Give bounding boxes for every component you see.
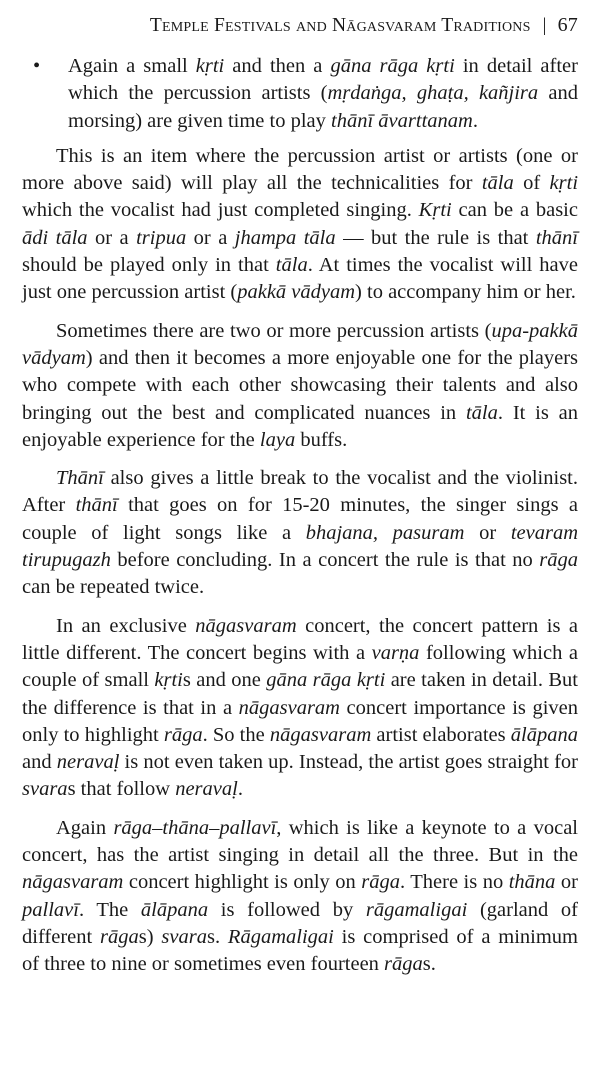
text-run: or a bbox=[87, 226, 137, 249]
text-run: or bbox=[464, 521, 511, 544]
text-run: . The bbox=[78, 898, 141, 921]
text-run: concert importance is given only to highlight bbox=[22, 696, 579, 746]
text-run: s and one bbox=[182, 669, 267, 692]
text-run: and bbox=[22, 751, 57, 774]
italic-term: ālāpana bbox=[510, 723, 578, 746]
text-run: s. bbox=[422, 953, 436, 976]
text-run: . It is an enjoyable experience for the bbox=[22, 401, 578, 451]
italic-term: nāgasvaram bbox=[22, 871, 124, 894]
text-run: . bbox=[237, 778, 243, 801]
paragraph-5 bbox=[22, 815, 578, 979]
text-run: and then a bbox=[224, 55, 331, 77]
text-run: , which is like a keynote to a vocal concert, has the artist singing in detail all the three. But in the bbox=[22, 816, 578, 867]
paragraph-2 bbox=[22, 318, 578, 454]
text-run: Again a small bbox=[68, 55, 196, 77]
text-run: . bbox=[472, 109, 478, 132]
text-run: that goes on for 15-20 minutes, the singer sings a couple of light songs like a bbox=[22, 494, 578, 544]
text-run: Sometimes there are two or more percussion artists ( bbox=[56, 319, 492, 342]
text-run: In an exclusive bbox=[56, 614, 196, 637]
text-run: concert, the concert pattern is a little different. The concert begins with a bbox=[22, 614, 579, 664]
running-header bbox=[22, 14, 578, 37]
text-run: should be played only in that bbox=[22, 254, 276, 277]
italic-term: upa-pakkā vādyam bbox=[22, 319, 578, 369]
text-run: . So the bbox=[202, 723, 270, 746]
italic-term: nāgasvaram bbox=[238, 696, 340, 719]
text-run: concert highlight is only on bbox=[123, 871, 362, 894]
italic-term: rāga bbox=[384, 953, 423, 976]
italic-term: Rāgamaligai bbox=[227, 925, 334, 948]
body-text bbox=[22, 53, 578, 979]
text-run: can be a basic bbox=[451, 199, 578, 222]
bullet-item bbox=[22, 53, 578, 135]
paragraph-3 bbox=[22, 465, 578, 601]
page-number: 67 bbox=[557, 14, 578, 36]
italic-term: Thānī bbox=[56, 467, 104, 490]
text-run: and morsing) are given time to play bbox=[68, 82, 578, 132]
text-run: s. bbox=[206, 925, 228, 948]
text-run: or a bbox=[186, 226, 235, 249]
italic-term: ālāpana bbox=[140, 898, 209, 921]
italic-term: kṛti bbox=[154, 669, 183, 692]
text-run: can be repeated twice. bbox=[22, 576, 205, 599]
text-run: before concluding. In a concert the rule is that no bbox=[110, 549, 540, 572]
running-title: Temple Festivals and Nāgasvaram Traditions bbox=[149, 15, 531, 36]
italic-term: rāga–thāna–pallavī bbox=[113, 816, 277, 839]
italic-term: rāga bbox=[163, 723, 203, 746]
italic-term: varṇa bbox=[371, 641, 420, 664]
bullet-text bbox=[68, 55, 578, 132]
italic-term: rāga bbox=[539, 549, 578, 572]
italic-term: thānī bbox=[75, 494, 118, 517]
italic-term: rāgamaligai bbox=[365, 898, 468, 921]
italic-term: bhajana, pasuram bbox=[305, 521, 465, 544]
italic-term: ādi tāla bbox=[22, 226, 88, 249]
italic-term: tāla bbox=[481, 172, 514, 195]
italic-term: neravaḷ bbox=[175, 778, 238, 801]
italic-term: nāgasvaram bbox=[195, 614, 297, 637]
italic-term: tripua bbox=[136, 226, 187, 249]
text-run: also gives a little break to the vocalist and the violinist. After bbox=[22, 467, 578, 517]
italic-term: rāga bbox=[100, 925, 139, 948]
text-run: Again bbox=[56, 816, 114, 839]
italic-term: thāna bbox=[508, 871, 556, 894]
header-separator: | bbox=[542, 15, 547, 36]
text-run: (garland of different bbox=[22, 898, 578, 948]
italic-term: kṛti bbox=[195, 55, 225, 77]
text-run: which the vocalist had just completed singing. bbox=[22, 199, 419, 222]
paragraph-1 bbox=[22, 143, 578, 307]
text-run: . There is no bbox=[400, 871, 509, 894]
italic-term: svara bbox=[22, 778, 68, 801]
text-run: following which a couple of small bbox=[22, 641, 578, 692]
italic-term: gāna rāga kṛti bbox=[266, 669, 386, 692]
text-run: are taken in detail. But the difference is that in a bbox=[22, 669, 578, 719]
italic-term: neravaḷ bbox=[56, 751, 120, 774]
italic-term: thānī āvarttanam bbox=[331, 109, 473, 132]
italic-term: Kṛti bbox=[418, 199, 452, 222]
text-run: or bbox=[555, 871, 578, 894]
italic-term: rāga bbox=[361, 871, 401, 894]
text-run: ) and then it becomes a more enjoyable one for the players who compete with each other showcasing their talents and also bringing out the best and complicated nuances in bbox=[22, 346, 578, 424]
italic-term: jhampa tāla bbox=[234, 226, 336, 249]
italic-term: thānī bbox=[535, 226, 578, 249]
text-run: is not even taken up. Instead, the artist goes straight for bbox=[119, 751, 578, 774]
text-run: s) bbox=[138, 925, 162, 948]
italic-term: tāla bbox=[465, 401, 498, 424]
text-run: ) to accompany him or her. bbox=[355, 281, 576, 304]
italic-term: svara bbox=[161, 925, 207, 948]
text-run: artist elaborates bbox=[371, 723, 511, 746]
text-run: s that follow bbox=[67, 778, 176, 801]
italic-term: laya bbox=[259, 428, 296, 451]
italic-term: tevaram tirupugazh bbox=[22, 521, 579, 572]
italic-term: gāna rāga kṛti bbox=[330, 55, 455, 77]
italic-term: nāgasvaram bbox=[269, 723, 372, 746]
text-run: . At times the vocalist will have just one percussion artist ( bbox=[22, 254, 578, 304]
italic-term: tāla bbox=[275, 254, 308, 277]
italic-term: mṛdaṅga, ghaṭa, kañjira bbox=[327, 82, 539, 105]
text-run: This is an item where the percussion artist or artists (one or more above said) will play all the technicalities for bbox=[22, 144, 578, 195]
text-run: is followed by bbox=[208, 898, 366, 921]
paragraph-4 bbox=[22, 613, 578, 804]
text-run: in detail after which the percussion artists ( bbox=[68, 55, 578, 105]
text-run: of bbox=[513, 172, 550, 195]
italic-term: pallavī bbox=[22, 898, 79, 921]
text-run: buffs. bbox=[295, 428, 348, 451]
italic-term: kṛti bbox=[549, 172, 579, 195]
bullet-marker: • bbox=[33, 55, 41, 77]
text-run: — but the rule is that bbox=[335, 226, 536, 249]
text-run: is comprised of a minimum of three to nine or sometimes even fourteen bbox=[22, 925, 578, 976]
italic-term: pakkā vādyam bbox=[237, 281, 356, 304]
